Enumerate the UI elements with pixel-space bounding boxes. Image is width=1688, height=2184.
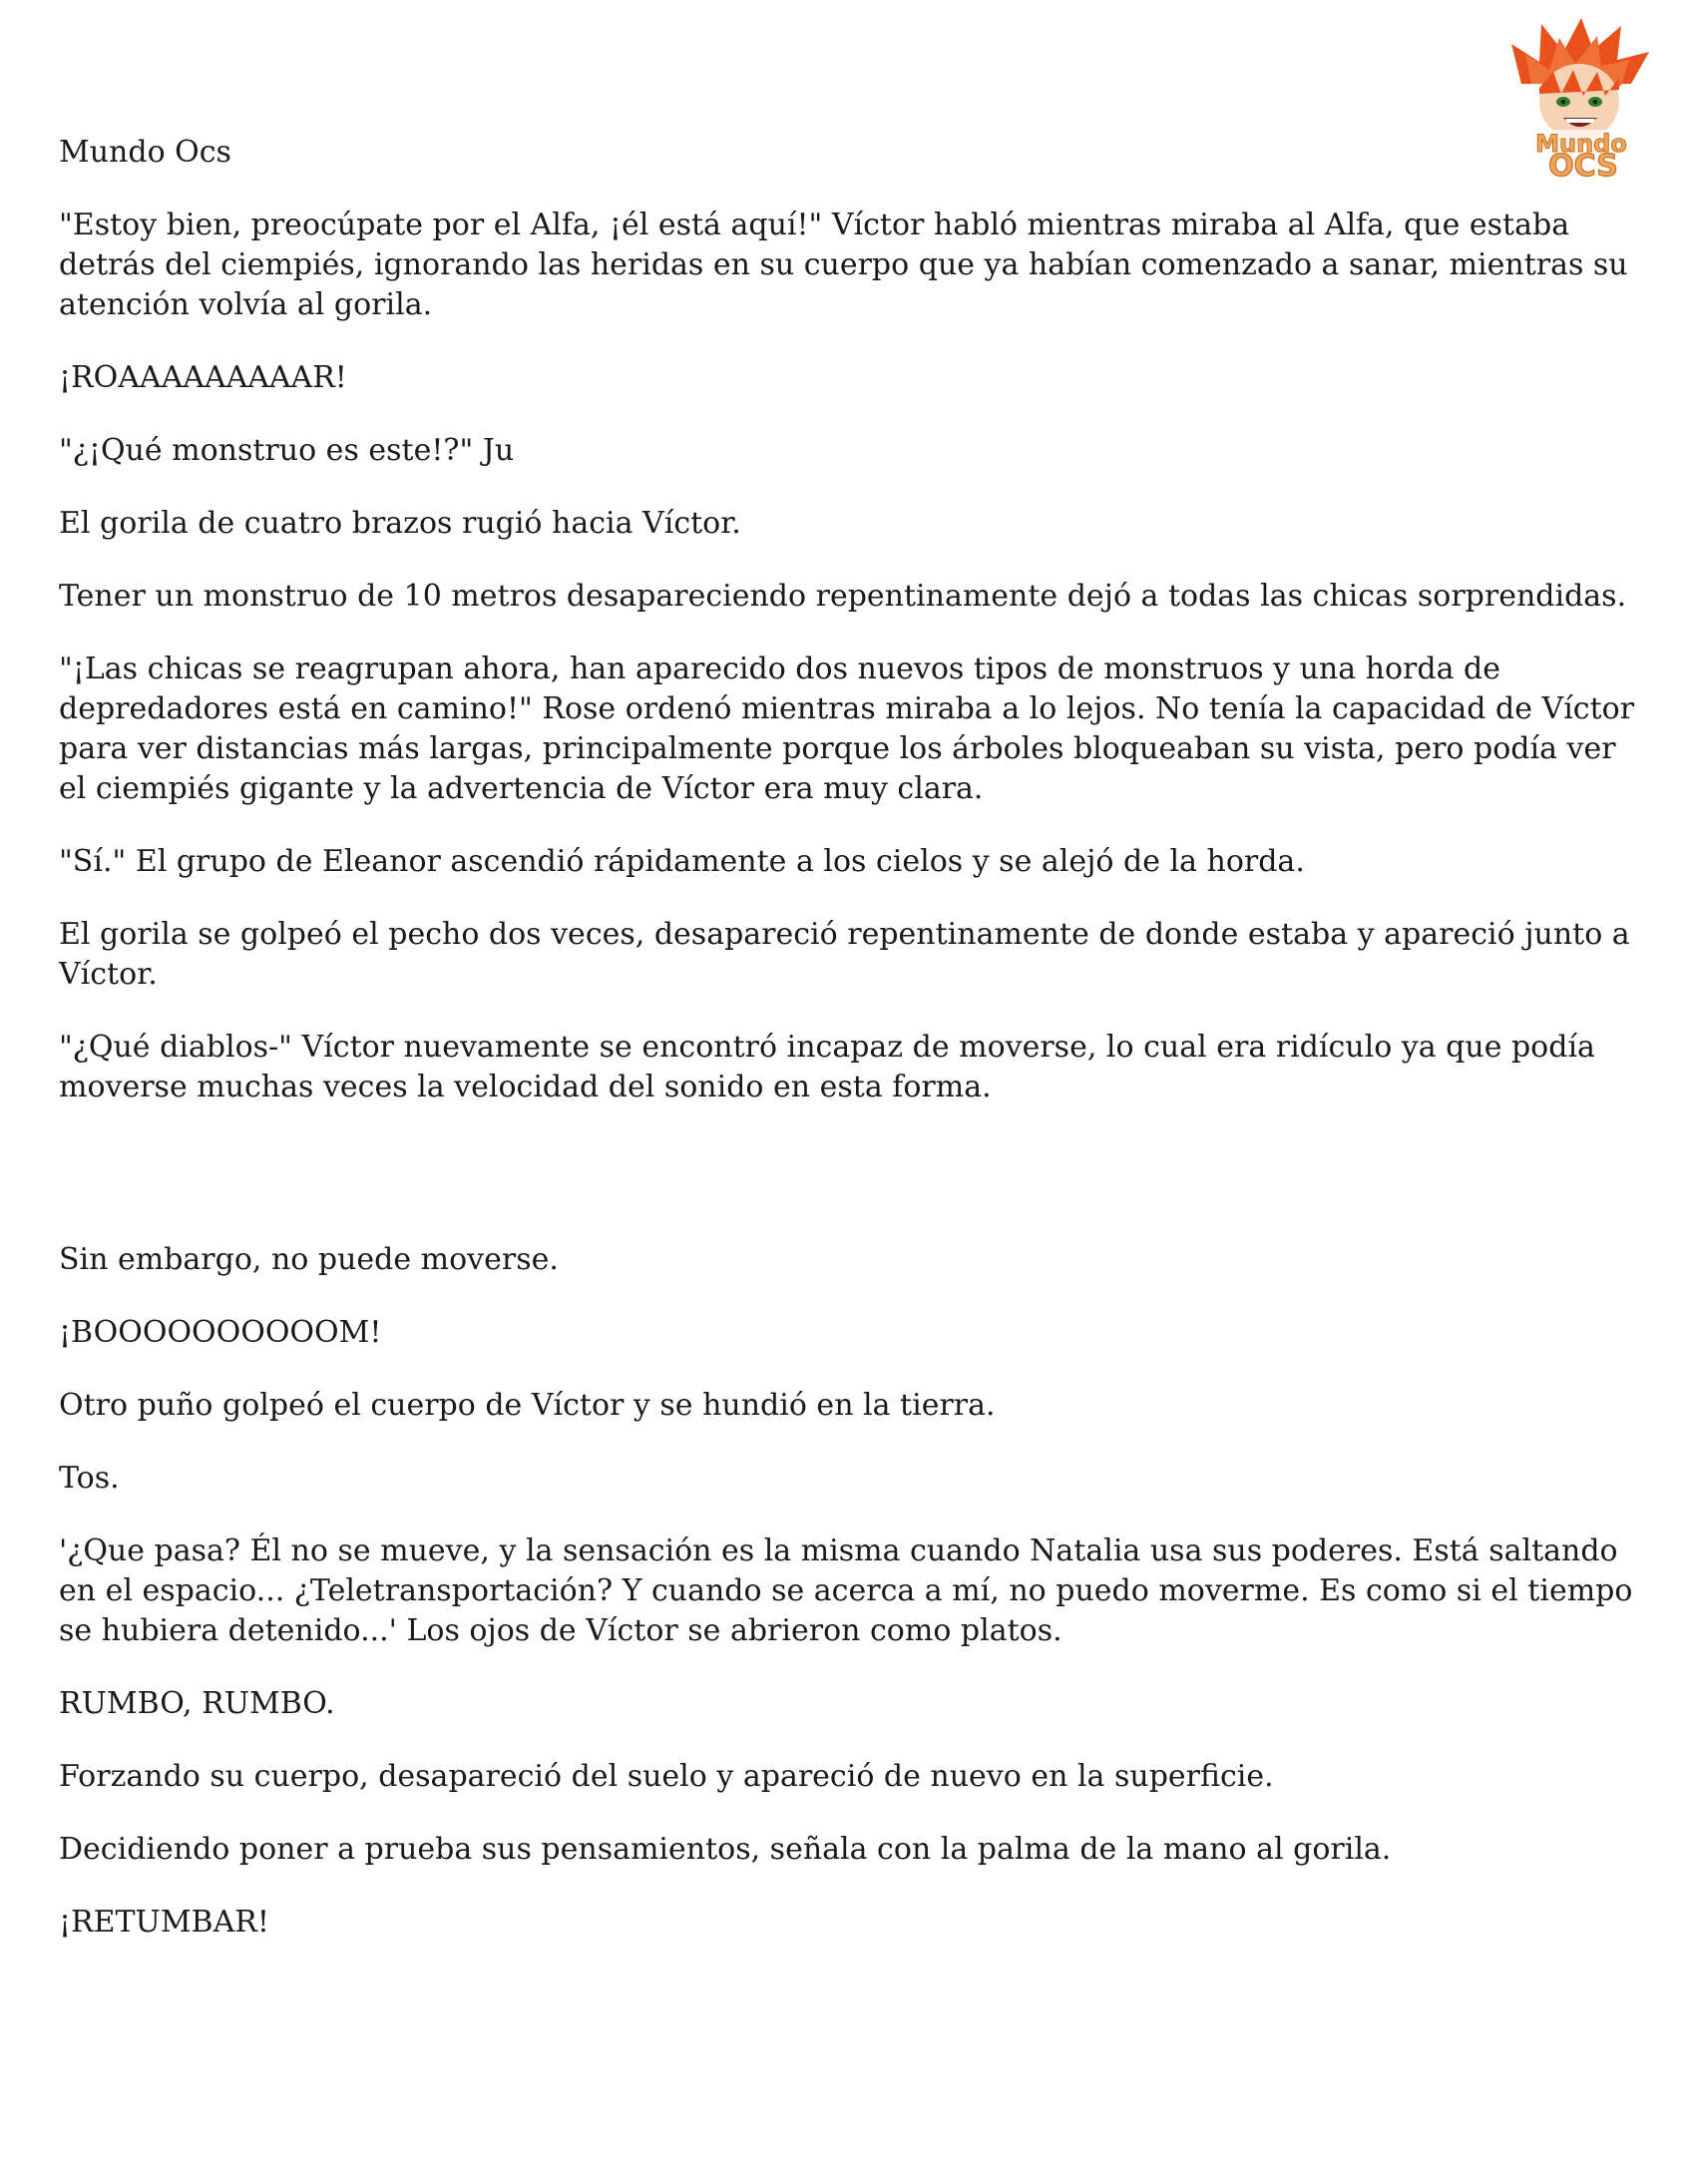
paragraph: "Sí." El grupo de Eleanor ascendió rápidamente a los cielos y se alejó de la horda. <box>59 844 1305 879</box>
paragraph: ¡RETUMBAR! <box>59 1905 269 1940</box>
paragraph: "¡Las chicas se reagrupan ahora, han aparecido dos nuevos tipos de monstruos y una horda de depredadores está en camino!" Rose ordenó mientras miraba a lo lejos. No tenía la capacidad de Víctor para ver distancias más largas, principalmente porque los árboles bloqueaban su vista, pero podía ver el ciempiés gigante y la advertencia de Víctor era muy clara. <box>59 652 1635 806</box>
paragraph: El gorila de cuatro brazos rugió hacia Víctor. <box>59 506 741 541</box>
mascot-logo-icon <box>1501 14 1661 179</box>
svg-text:Mundo: Mundo <box>1535 130 1627 158</box>
paragraph: "¿Qué diablos-" Víctor nuevamente se encontró incapaz de moverse, lo cual era ridículo ya que podía moverse muchas veces la velocidad del sonido en esta forma. <box>59 1030 1595 1104</box>
paragraph: Otro puño golpeó el cuerpo de Víctor y se hundió en la tierra. <box>59 1388 996 1423</box>
paragraph: Forzando su cuerpo, desapareció del suelo y apareció de nuevo en la superficie. <box>59 1759 1274 1794</box>
paragraph: "Estoy bien, preocúpate por el Alfa, ¡él está aquí!" Víctor habló mientras miraba al Alfa, que estaba detrás del ciempiés, ignorando las heridas en su cuerpo que ya habían comenzado a sanar, mientras su atención volvía al gorila. <box>59 208 1628 322</box>
paragraph: Decidiendo poner a prueba sus pensamientos, señala con la palma de la mano al gorila. <box>59 1832 1392 1867</box>
svg-text:OCS: OCS <box>1548 149 1618 179</box>
mundo-ocs-logo <box>1501 14 1661 179</box>
paragraph: "¿¡Qué monstruo es este!?" Ju <box>59 433 515 468</box>
paragraph: '¿Que pasa? Él no se mueve, y la sensación es la misma cuando Natalia usa sus poderes. Está saltando en el espacio... ¿Teletransportación? Y cuando se acerca a mí, no puedo moverme. Es como si el tiempo se hubiera detenido...' Los ojos de Víctor se abrieron como platos. <box>59 1533 1633 1648</box>
paragraph: Tos. <box>59 1461 120 1496</box>
paragraph: ¡ROAAAAAAAAAR! <box>59 360 347 395</box>
text-section-2 <box>59 1240 1645 1975</box>
paragraph: ¡BOOOOOOOOOOM! <box>59 1315 382 1350</box>
paragraph: Tener un monstruo de 10 metros desapareciendo repentinamente dejó a todas las chicas sorprendidas. <box>59 579 1627 614</box>
document-header: Mundo Ocs <box>59 135 231 170</box>
paragraph: RUMBO, RUMBO. <box>59 1686 335 1721</box>
paragraph: Sin embargo, no puede moverse. <box>59 1242 559 1277</box>
paragraph: El gorila se golpeó el pecho dos veces, desapareció repentinamente de donde estaba y apareció junto a Víctor. <box>59 917 1630 992</box>
text-section-1 <box>59 206 1645 1140</box>
